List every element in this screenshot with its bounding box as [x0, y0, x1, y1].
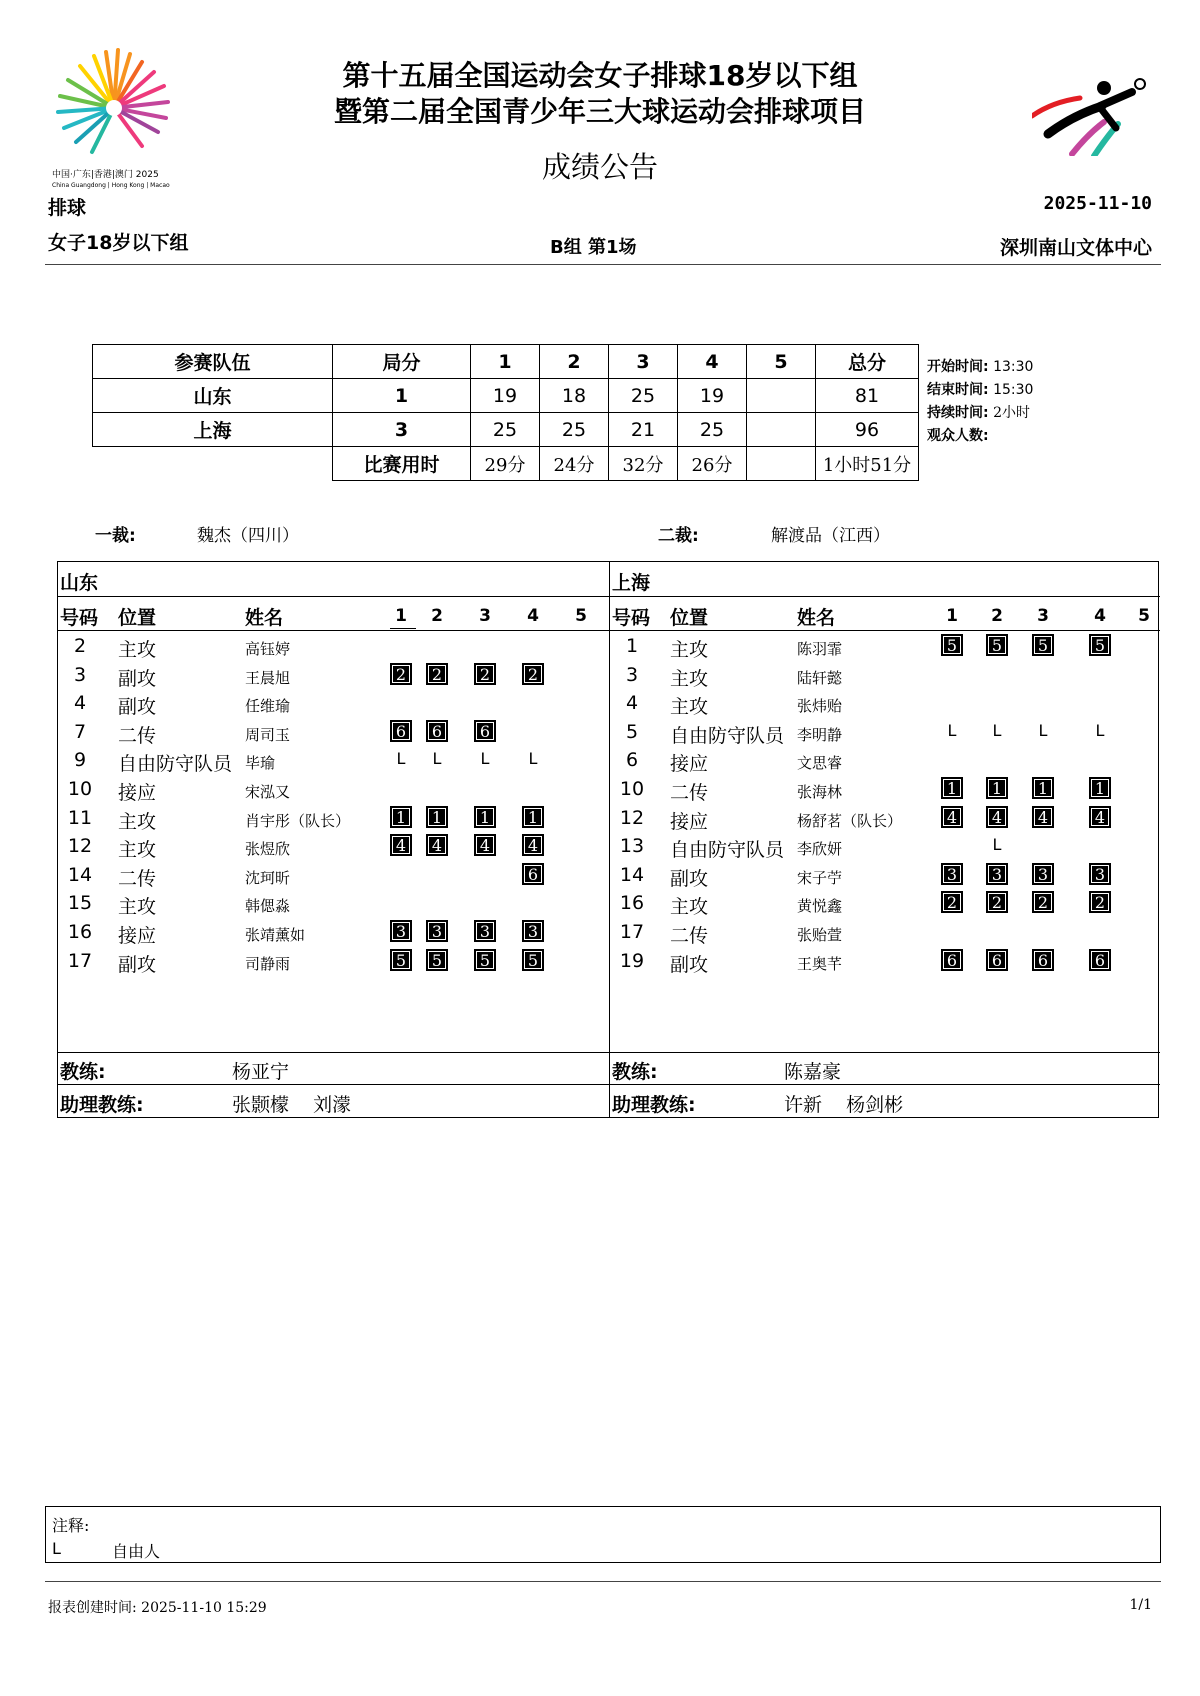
- starting-rotation-marker: 3: [1032, 863, 1054, 885]
- starting-rotation-marker: 1: [390, 806, 412, 828]
- first-referee: 魏杰（四川）: [197, 526, 299, 546]
- score-row: [93, 379, 919, 413]
- player-number: 16: [67, 921, 93, 943]
- header-set-5: 5: [747, 345, 816, 379]
- player-number: 3: [625, 663, 639, 686]
- player-position: 副攻: [118, 696, 157, 719]
- player-number: 13: [619, 835, 645, 858]
- player-number: 3: [73, 663, 87, 686]
- player-row: [610, 689, 1160, 717]
- set-number-header: 5: [575, 606, 587, 626]
- games-emblem-icon: [52, 44, 182, 166]
- match-times: [927, 356, 1033, 448]
- header-sets-won: 局分: [333, 345, 471, 379]
- player-row: [610, 889, 1160, 917]
- starting-rotation-marker: 1: [941, 777, 963, 799]
- starting-rotation-marker: 2: [1032, 891, 1054, 913]
- player-name: 李明静: [797, 725, 843, 744]
- player-number: 2: [73, 635, 87, 657]
- set-score: 25: [609, 379, 678, 413]
- match-date: 2025-11-10: [1043, 193, 1152, 214]
- starting-rotation-marker: 3: [390, 920, 412, 942]
- player-name: 毕瑜: [245, 754, 276, 773]
- total-duration: 1小时51分: [816, 447, 919, 481]
- notes-label: 注释:: [52, 1516, 90, 1535]
- player-number: 7: [73, 720, 87, 743]
- player-name: 王晨旭: [245, 668, 291, 687]
- first-referee-label: 一裁:: [95, 526, 136, 546]
- sport-name: 排球: [48, 197, 87, 219]
- set-score: [747, 379, 816, 413]
- starting-rotation-marker: 1: [426, 806, 448, 828]
- divider: [58, 630, 609, 631]
- player-name: 王奥芊: [797, 954, 843, 973]
- player-row: [58, 689, 609, 717]
- player-row: [58, 889, 609, 917]
- number-header: 号码: [612, 607, 651, 629]
- player-row: [610, 661, 1160, 689]
- player-name: 张炜贻: [797, 697, 843, 716]
- title-line-2: 暨第二届全国青少年三大球运动会排球项目: [333, 95, 866, 128]
- player-number: 11: [67, 806, 93, 829]
- player-row: [610, 746, 1160, 774]
- starting-rotation-marker: 2: [426, 663, 448, 685]
- player-name: 沈珂昕: [245, 868, 291, 887]
- player-number: 14: [619, 863, 645, 886]
- score-table: [92, 344, 919, 481]
- starting-rotation-marker: 5: [1032, 634, 1054, 656]
- player-name: 张海林: [797, 783, 843, 801]
- player-name: 杨舒茗（队长）: [797, 811, 903, 830]
- player-position: 主攻: [670, 696, 709, 719]
- player-position: 自由防守队员: [118, 753, 233, 776]
- set-score: 25: [471, 413, 540, 447]
- player-row: [610, 718, 1160, 746]
- set-score: 18: [540, 379, 609, 413]
- player-position: 主攻: [670, 896, 709, 919]
- set-score: 19: [471, 379, 540, 413]
- player-position: 副攻: [670, 867, 709, 890]
- logo-tagline-en: China Guangdong | Hong Kong | Macao: [52, 182, 170, 189]
- starting-rotation-marker: 2: [986, 891, 1008, 913]
- player-number: 16: [619, 892, 645, 915]
- report-title: [300, 58, 900, 130]
- starting-rotation-marker: 3: [474, 920, 496, 942]
- set-number-header: 5: [1138, 606, 1150, 626]
- end-time-label: 结束时间:: [927, 382, 989, 398]
- player-name: 张贻萱: [797, 926, 843, 944]
- player-position: 二传: [670, 782, 709, 804]
- player-position: 自由防守队员: [670, 839, 785, 862]
- set-number-header: 4: [527, 606, 539, 626]
- player-name: 宋泓又: [245, 783, 291, 801]
- score-header-row: [93, 345, 919, 379]
- starting-rotation-marker: 2: [941, 891, 963, 913]
- player-position: 副攻: [670, 953, 709, 976]
- player-row: [58, 632, 609, 660]
- coach-label: 教练:: [60, 1061, 106, 1083]
- libero-marker: L: [1038, 720, 1048, 740]
- player-position: 接应: [670, 810, 709, 833]
- assistant-coach-label: 助理教练:: [60, 1094, 144, 1116]
- starting-rotation-marker: 4: [1089, 806, 1111, 828]
- category: 女子18岁以下组: [48, 232, 189, 254]
- player-name: 肖宇彤（队长）: [245, 811, 351, 830]
- starting-rotation-marker: 4: [390, 834, 412, 856]
- player-row: [58, 947, 609, 975]
- duration-row: [93, 447, 919, 481]
- player-row: [58, 804, 609, 832]
- libero-marker: L: [528, 749, 538, 769]
- divider: [58, 596, 609, 597]
- second-referee: 解渡品（江西）: [771, 526, 890, 546]
- coach-label: 教练:: [612, 1061, 658, 1083]
- player-name: 张煜欣: [245, 840, 291, 859]
- player-name: 周司玉: [245, 725, 291, 744]
- second-referee-label: 二裁:: [658, 526, 699, 546]
- player-position: 主攻: [118, 639, 157, 661]
- set-duration: 32分: [609, 447, 678, 481]
- player-name: 韩偲淼: [245, 897, 291, 916]
- divider: [58, 1084, 609, 1085]
- player-number: 4: [73, 692, 87, 715]
- libero-marker: L: [480, 749, 490, 769]
- divider: [58, 1052, 609, 1053]
- player-row: [58, 775, 609, 803]
- set-duration: 29分: [471, 447, 540, 481]
- starting-rotation-marker: 4: [522, 834, 544, 856]
- footer-divider: [45, 1581, 1161, 1582]
- player-row: [58, 832, 609, 860]
- report-subtitle: 成绩公告: [541, 150, 658, 184]
- set-number-header: 1: [946, 606, 958, 626]
- starting-rotation-marker: 5: [1089, 634, 1111, 656]
- player-number: 9: [73, 749, 87, 772]
- player-row: [58, 918, 609, 946]
- assistant-coach-names: 张颢檬 刘濛: [232, 1094, 352, 1116]
- team-roster-home: [58, 562, 609, 1117]
- starting-rotation-marker: 5: [522, 949, 544, 971]
- round-info: B组 第1场: [550, 237, 637, 258]
- player-row: [58, 718, 609, 746]
- starting-rotation-marker: 4: [941, 806, 963, 828]
- libero-marker: L: [1095, 720, 1105, 740]
- libero-marker: L: [992, 720, 1002, 740]
- set-number-header: 1: [395, 606, 407, 626]
- set-score: 25: [540, 413, 609, 447]
- player-position: 主攻: [670, 639, 709, 661]
- starting-rotation-marker: 3: [426, 920, 448, 942]
- starting-rotation-marker: 4: [986, 806, 1008, 828]
- set-number-header: 2: [991, 606, 1003, 626]
- starting-rotation-marker: 4: [426, 834, 448, 856]
- player-name: 司静雨: [245, 954, 291, 973]
- starting-rotation-marker: 5: [426, 949, 448, 971]
- starting-rotation-marker: 6: [941, 949, 963, 971]
- assistant-coach-names: 许新 杨剑彬: [784, 1094, 904, 1116]
- empty-cell: [93, 447, 333, 481]
- player-position: 主攻: [118, 896, 157, 919]
- starting-rotation-marker: 3: [1089, 863, 1111, 885]
- team-name: 上海: [93, 413, 333, 447]
- header-team: 参赛队伍: [93, 345, 333, 379]
- starting-rotation-marker: 2: [474, 663, 496, 685]
- set-number-header: 3: [1037, 606, 1049, 626]
- player-number: 6: [625, 749, 639, 772]
- starting-rotation-marker: 5: [986, 634, 1008, 656]
- set-duration: 24分: [540, 447, 609, 481]
- player-row: [610, 861, 1160, 889]
- player-position: 副攻: [118, 667, 157, 690]
- team-name: 山东: [60, 572, 99, 594]
- name-header: 姓名: [797, 607, 836, 629]
- score-row: [93, 413, 919, 447]
- starting-rotation-marker: 5: [474, 949, 496, 971]
- position-header: 位置: [670, 607, 709, 629]
- header-set-1: 1: [471, 345, 540, 379]
- duration-label: 持续时间:: [927, 405, 989, 421]
- set-number-header: 3: [479, 606, 491, 626]
- total-points: 96: [816, 413, 919, 447]
- player-row: [610, 775, 1160, 803]
- player-number: 17: [67, 949, 93, 972]
- starting-rotation-marker: 2: [390, 663, 412, 685]
- divider: [610, 596, 1160, 597]
- set-duration: 26分: [678, 447, 747, 481]
- divider: [610, 1084, 1160, 1085]
- set-score: 21: [609, 413, 678, 447]
- player-number: 1: [625, 635, 639, 657]
- header-divider: [45, 264, 1161, 265]
- starting-rotation-marker: 6: [1089, 949, 1111, 971]
- set-header-underline: [390, 628, 416, 629]
- player-name: 陈羽霏: [797, 640, 843, 658]
- header-set-2: 2: [540, 345, 609, 379]
- player-position: 副攻: [118, 953, 157, 976]
- notes-description: 自由人: [112, 1542, 161, 1561]
- starting-rotation-marker: 1: [522, 806, 544, 828]
- player-position: 二传: [118, 724, 157, 747]
- player-position: 二传: [118, 867, 157, 890]
- header-set-3: 3: [609, 345, 678, 379]
- coach-name: 杨亚宁: [232, 1061, 290, 1083]
- set-number-header: 4: [1094, 606, 1106, 626]
- player-name: 宋子苧: [797, 868, 843, 887]
- player-name: 文思睿: [797, 754, 843, 773]
- player-row: [610, 947, 1160, 975]
- total-points: 81: [816, 379, 919, 413]
- starting-rotation-marker: 6: [522, 863, 544, 885]
- player-number: 15: [67, 892, 93, 915]
- player-name: 张靖薰如: [245, 926, 306, 944]
- team-name: 山东: [93, 379, 333, 413]
- starting-rotation-marker: 4: [1032, 806, 1054, 828]
- set-score: 25: [678, 413, 747, 447]
- player-row: [610, 832, 1160, 860]
- header-total: 总分: [816, 345, 919, 379]
- starting-rotation-marker: 3: [522, 920, 544, 942]
- duration: 2小时: [993, 405, 1030, 421]
- page-number: 1/1: [1129, 1597, 1152, 1613]
- header-set-4: 4: [678, 345, 747, 379]
- player-position: 自由防守队员: [670, 724, 785, 747]
- libero-marker: L: [396, 749, 406, 769]
- starting-rotation-marker: 6: [390, 720, 412, 742]
- player-number: 12: [619, 806, 645, 829]
- set-score: 19: [678, 379, 747, 413]
- logo-tagline: 中国·广东|香港|澳门 2025: [52, 170, 159, 180]
- starting-rotation-marker: 5: [941, 634, 963, 656]
- end-time: 15:30: [993, 382, 1034, 398]
- starting-rotation-marker: 3: [986, 863, 1008, 885]
- player-position: 接应: [670, 753, 709, 776]
- starting-rotation-marker: 2: [522, 663, 544, 685]
- player-row: [610, 918, 1160, 946]
- player-row: [58, 861, 609, 889]
- starting-rotation-marker: 6: [426, 720, 448, 742]
- starting-rotation-marker: 1: [986, 777, 1008, 799]
- sets-won: 1: [333, 379, 471, 413]
- start-time: 13:30: [993, 359, 1034, 375]
- player-name: 陆轩懿: [797, 668, 843, 687]
- starting-rotation-marker: 6: [1032, 949, 1054, 971]
- player-row: [610, 804, 1160, 832]
- divider: [610, 630, 1160, 631]
- player-number: 4: [625, 692, 639, 715]
- player-row: [610, 632, 1160, 660]
- starting-rotation-marker: 3: [941, 863, 963, 885]
- libero-marker: L: [992, 835, 1002, 855]
- divider: [610, 1052, 1160, 1053]
- starting-rotation-marker: 1: [474, 806, 496, 828]
- duration-label: 比赛用时: [333, 447, 471, 481]
- set-score: [747, 413, 816, 447]
- assistant-coach-label: 助理教练:: [612, 1094, 696, 1116]
- team-name: 上海: [612, 572, 651, 594]
- number-header: 号码: [60, 607, 99, 629]
- libero-marker: L: [432, 749, 442, 769]
- starting-rotation-marker: 1: [1089, 777, 1111, 799]
- player-name: 李欣妍: [797, 840, 843, 859]
- starting-rotation-marker: 2: [1089, 891, 1111, 913]
- starting-rotation-marker: 6: [986, 949, 1008, 971]
- title-line-1: 第十五届全国运动会女子排球18岁以下组: [342, 59, 858, 92]
- position-header: 位置: [118, 607, 157, 629]
- coach-name: 陈嘉豪: [784, 1061, 842, 1083]
- roster-table: [57, 561, 1159, 1118]
- starting-rotation-marker: 5: [390, 949, 412, 971]
- starting-rotation-marker: 6: [474, 720, 496, 742]
- team-roster-away: [609, 562, 1160, 1117]
- spectators-label: 观众人数:: [927, 428, 989, 444]
- player-position: 二传: [670, 925, 709, 947]
- starting-rotation-marker: 4: [474, 834, 496, 856]
- player-number: 10: [619, 778, 645, 800]
- player-number: 10: [67, 778, 93, 800]
- volleyball-pictogram: [1032, 76, 1160, 156]
- report-created: 报表创建时间: 2025-11-10 15:29: [48, 1600, 267, 1616]
- player-row: [58, 746, 609, 774]
- notes-box: [45, 1506, 1161, 1563]
- notes-code: L: [52, 1539, 61, 1558]
- player-number: 14: [67, 863, 93, 886]
- name-header: 姓名: [245, 607, 284, 629]
- player-position: 主攻: [118, 839, 157, 862]
- games-logo: [52, 44, 182, 194]
- player-name: 任维瑜: [245, 697, 291, 716]
- player-position: 主攻: [670, 667, 709, 690]
- player-number: 12: [67, 835, 93, 858]
- set-duration: [747, 447, 816, 481]
- player-name: 黄悦鑫: [797, 897, 843, 916]
- starting-rotation-marker: 1: [1032, 777, 1054, 799]
- player-number: 19: [619, 949, 645, 972]
- venue: 深圳南山文体中心: [999, 237, 1152, 259]
- player-number: 17: [619, 921, 645, 943]
- start-time-label: 开始时间:: [927, 359, 989, 375]
- player-position: 接应: [118, 782, 157, 804]
- player-name: 高钰婷: [245, 640, 291, 658]
- player-position: 接应: [118, 925, 157, 947]
- sets-won: 3: [333, 413, 471, 447]
- set-number-header: 2: [431, 606, 443, 626]
- player-position: 主攻: [118, 810, 157, 833]
- volleyball-player-icon: [1032, 76, 1160, 156]
- libero-marker: L: [947, 720, 957, 740]
- player-number: 5: [625, 720, 639, 743]
- player-row: [58, 661, 609, 689]
